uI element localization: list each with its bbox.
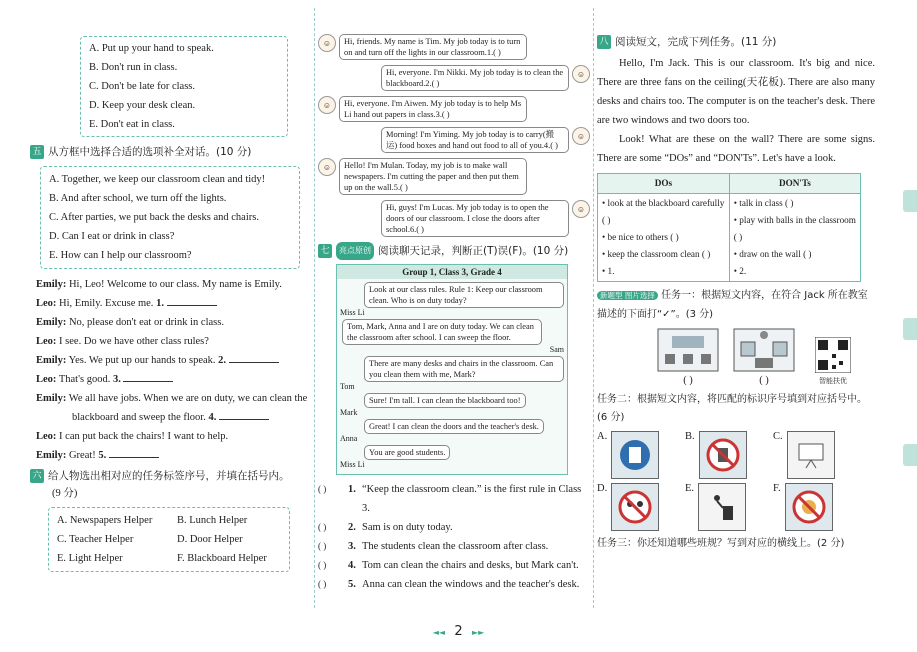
section-title: 阅读聊天记录，判断正(T)误(F)。(10 分) xyxy=(378,245,569,257)
section-5-heading xyxy=(30,143,310,161)
question-text: “Keep the classroom clean.” is the first rule in Class 3. xyxy=(362,484,582,514)
answer-blank[interactable] xyxy=(167,296,217,306)
child-avatar-icon: ☺ xyxy=(572,127,590,145)
prev-option: C. Don't be late for class. xyxy=(89,81,195,92)
sender-name: Miss Li xyxy=(340,460,365,469)
no-fighting-sign-icon xyxy=(611,483,659,531)
speaker-name: Leo: xyxy=(36,374,57,385)
option: D. Can I eat or drink in class? xyxy=(49,231,175,242)
chat-row xyxy=(318,200,590,237)
question-number: 5. xyxy=(348,579,356,590)
question-number: 3. xyxy=(348,541,356,552)
task2-text: 任务二：根据短文内容，将匹配的标识序号填到对应括号中。(6 分) xyxy=(597,394,867,423)
dialogue-line xyxy=(36,389,310,427)
dos-cell xyxy=(598,194,730,282)
prev-option: B. Don't run in class. xyxy=(89,62,178,73)
dialogue-line xyxy=(36,294,310,313)
donts-item: • 2. xyxy=(733,266,747,276)
task1-text: 任务一：根据短文内容，在符合 Jack 所在教室描述的下面打“✓”。(3 分) xyxy=(597,290,868,320)
prev-option: A. Put up your hand to speak. xyxy=(89,43,214,54)
left-column xyxy=(30,0,310,620)
side-tab[interactable] xyxy=(903,318,917,340)
sign-e xyxy=(685,483,773,531)
dos-item: • 1. xyxy=(602,266,615,276)
tf-question xyxy=(318,556,590,575)
answer-paren[interactable]: ( ) xyxy=(318,484,327,494)
blank-number: 1. xyxy=(156,298,164,309)
answer-blank[interactable] xyxy=(229,353,279,363)
group-chat-messages xyxy=(337,282,567,469)
choice-paren: ( ) xyxy=(683,375,693,386)
group-chat-title: Group 1, Class 3, Grade 4 xyxy=(337,265,567,279)
question-text: The students clean the classroom after class. xyxy=(362,541,549,552)
sender-name: Sam xyxy=(549,345,564,354)
group-chat xyxy=(336,264,568,475)
sender-name: Miss Li xyxy=(340,308,365,317)
group-message xyxy=(340,419,564,443)
qr-label: 智能扶优 xyxy=(819,377,847,385)
dialogue-text: Hi, Emily. Excuse me. xyxy=(59,298,154,309)
picture-choice-2[interactable] xyxy=(733,328,795,386)
new-type-tag: 新题型 图片选择 xyxy=(597,291,658,300)
sign-label: E. xyxy=(685,483,695,494)
helper-option: C. Teacher Helper xyxy=(57,534,134,545)
tf-question xyxy=(318,518,590,537)
option: A. Together, we keep our classroom clean and tidy! xyxy=(49,174,266,185)
group-message xyxy=(340,445,564,469)
classroom-picture-icon xyxy=(733,328,795,372)
helper-option: D. Door Helper xyxy=(177,534,243,545)
dialogue-text: Yes. We put up our hands to speak. xyxy=(68,355,216,366)
answer-paren[interactable]: ( ) xyxy=(318,560,327,570)
helper-option: B. Lunch Helper xyxy=(177,515,248,526)
dialogue-text: I can put back the chairs! I want to help. xyxy=(59,431,229,442)
prev-options-box xyxy=(80,36,288,137)
speaker-name: Leo: xyxy=(36,336,57,347)
helper-chat-list xyxy=(318,34,590,237)
section-6-heading xyxy=(30,467,310,485)
dos-item: • keep the classroom clean ( ) xyxy=(602,249,711,259)
donts-cell xyxy=(729,194,860,282)
blank-number: 3. xyxy=(112,374,121,385)
section-number-icon: 六 xyxy=(30,469,44,483)
trash-bin-sign-icon xyxy=(698,483,746,531)
donts-item: • draw on the wall ( ) xyxy=(733,249,812,259)
question-number: 4. xyxy=(348,560,356,571)
chat-row xyxy=(318,127,590,153)
answer-paren[interactable]: ( ) xyxy=(318,522,327,532)
chat-row xyxy=(318,65,590,91)
donts-item: • play with balls in the classroom ( ) xyxy=(733,215,856,242)
dos-item: • be nice to others ( ) xyxy=(602,232,679,242)
sign-d xyxy=(597,483,685,531)
dialogue-text: Great! xyxy=(68,450,96,461)
sender-name: Tom xyxy=(340,382,355,391)
dialogue-line xyxy=(36,332,310,351)
sign-label: F. xyxy=(773,483,781,494)
chat-row xyxy=(318,34,590,60)
classroom-picture-icon xyxy=(657,328,719,372)
true-false-list xyxy=(318,480,590,594)
passage-paragraph: Look! What are these on the wall? There are some signs. There are some “DOs” and “DON'Ts”. Let's have a look. xyxy=(597,134,875,164)
option: B. And after school, we turn off the lights. xyxy=(49,193,227,204)
sign-label: A. xyxy=(597,431,608,442)
dialogue-line xyxy=(36,446,310,465)
option: C. After parties, we put back the desks and chairs. xyxy=(49,212,259,223)
speaker-name: Emily: xyxy=(36,355,67,366)
group-message xyxy=(340,319,564,354)
sign-b xyxy=(685,431,773,479)
question-number: 1. xyxy=(348,484,356,495)
speaker-name: Leo: xyxy=(36,298,57,309)
group-message xyxy=(340,356,564,391)
dos-donts-table xyxy=(597,173,861,282)
prev-page-arrows[interactable]: ◄◄ xyxy=(432,628,446,637)
signs-grid xyxy=(597,431,875,531)
section-7-heading xyxy=(318,242,590,260)
donts-item: • talk in class ( ) xyxy=(733,198,794,208)
option: E. How can I help our classroom? xyxy=(49,250,192,261)
dialogue-text: That's good. xyxy=(58,374,111,385)
tf-question xyxy=(318,537,590,556)
prev-option: D. Keep your desk clean. xyxy=(89,100,196,111)
section-number-icon: 五 xyxy=(30,145,44,159)
highlight-tag: 亮点原创 xyxy=(336,242,374,260)
question-text: Tom can clean the chairs and desks, but Mark can't. xyxy=(362,560,579,571)
question-text: Anna can clean the windows and the teacher's desk. xyxy=(362,579,580,590)
chat-bubble: Hello! I'm Mulan. Today, my job is to make wall newspapers. I'm cutting the paper and then put them up on the wall.5.( ) xyxy=(339,158,527,195)
blank-number: 2. xyxy=(218,355,227,366)
dialogue-line xyxy=(36,427,310,446)
prev-option: E. Don't eat in class. xyxy=(89,119,175,130)
speaker-name: Emily: xyxy=(36,279,67,290)
qr-block xyxy=(815,337,851,386)
child-avatar-icon: ☺ xyxy=(318,34,336,52)
side-tab[interactable] xyxy=(903,190,917,212)
whiteboard-sign-icon xyxy=(787,431,835,479)
answer-blank[interactable] xyxy=(109,448,159,458)
page-number: 2 xyxy=(454,624,463,639)
sec5-options-box xyxy=(40,166,300,269)
blank-number: 5. xyxy=(98,450,107,461)
dialogue-text: We all have jobs. When we are on duty, we can clean the blackboard and sweep the floor. xyxy=(68,393,308,423)
question-text: Sam is on duty today. xyxy=(362,522,453,533)
dialogue-line xyxy=(36,370,310,389)
helper-option: E. Light Helper xyxy=(57,553,123,564)
picture-choice-1[interactable] xyxy=(657,328,719,386)
choice-paren: ( ) xyxy=(759,375,769,386)
section-title: 阅读短文，完成下列任务。(11 分) xyxy=(615,36,777,48)
dialogue-line xyxy=(36,351,310,370)
chat-bubble: Hi, everyone. I'm Nikki. My job today is to clean the blackboard.2.( ) xyxy=(381,65,569,91)
chat-row xyxy=(318,158,590,195)
child-avatar-icon: ☺ xyxy=(318,96,336,114)
next-page-arrows[interactable]: ►► xyxy=(471,628,485,637)
helper-option: F. Blackboard Helper xyxy=(177,553,267,564)
answer-paren[interactable]: ( ) xyxy=(318,541,327,551)
classroom-pictures xyxy=(657,328,875,386)
sign-label: D. xyxy=(597,483,608,494)
section-score: (9 分) xyxy=(52,488,78,499)
side-tab[interactable] xyxy=(903,444,917,466)
section-8-heading xyxy=(597,33,875,51)
no-ball-sign-icon xyxy=(785,483,833,531)
section-title: 从方框中选择合适的选项补全对话。(10 分) xyxy=(48,146,252,158)
middle-column xyxy=(318,0,590,620)
chat-row xyxy=(318,96,590,122)
child-avatar-icon: ☺ xyxy=(572,65,590,83)
tf-question xyxy=(318,575,590,594)
chat-bubble: Morning! I'm Yiming. My job today is to carry(搬运) food boxes and hand out food to all of you.4.( ) xyxy=(381,127,569,153)
dialogue-text: No, please don't eat or drink in class. xyxy=(68,317,224,328)
section-number-icon: 八 xyxy=(597,35,611,49)
sec6-options-box xyxy=(48,507,290,572)
right-column xyxy=(597,0,875,620)
sign-f xyxy=(773,483,861,531)
section-title: 给人物选出相对应的任务标签序号，并填在括号内。 xyxy=(48,470,290,482)
dialogue xyxy=(30,275,310,465)
dialogue-text: I see. Do we have other class rules? xyxy=(59,336,209,347)
sign-label: B. xyxy=(685,431,695,442)
speaker-name: Emily: xyxy=(36,317,67,328)
speaker-name: Emily: xyxy=(36,393,67,404)
column-divider xyxy=(593,8,594,608)
qr-code-icon xyxy=(815,337,851,373)
child-avatar-icon: ☺ xyxy=(318,158,336,176)
group-chat-bubble: Tom, Mark, Anna and I are on duty today. We can clean the classroom after school. I can sweep the floor. xyxy=(342,319,542,345)
sign-c xyxy=(773,431,861,479)
sender-name: Anna xyxy=(340,434,358,443)
section-number-icon: 七 xyxy=(318,244,332,258)
chat-bubble: Hi, guys! I'm Lucas. My job today is to open the doors of our classroom. I close the doors after school.6.( ) xyxy=(381,200,569,237)
chat-bubble: Hi, friends. My name is Tim. My job today is to turn on and turn off the lights in our classroom.1.( ) xyxy=(339,34,527,60)
no-touch-fan-sign-icon xyxy=(699,431,747,479)
task1 xyxy=(597,286,875,324)
sender-name: Mark xyxy=(340,408,358,417)
column-divider xyxy=(314,8,315,608)
answer-paren[interactable]: ( ) xyxy=(318,579,327,589)
donts-header: DON'Ts xyxy=(729,174,860,194)
question-number: 2. xyxy=(348,522,356,533)
group-message xyxy=(340,393,564,417)
helper-option: A. Newspapers Helper xyxy=(57,515,153,526)
chat-bubble: Hi, everyone. I'm Aiwen. My job today is to help Ms Li hand out papers in class.3.( ) xyxy=(339,96,527,122)
speaker-name: Leo: xyxy=(36,431,57,442)
blank-number: 4. xyxy=(208,412,217,423)
tf-question xyxy=(318,480,590,518)
page-footer xyxy=(0,624,917,639)
dos-item: • look at the blackboard carefully ( ) xyxy=(602,198,725,225)
task3-text: 任务三：你还知道哪些班规？写到对应的横线上。(2 分) xyxy=(597,538,845,549)
sign-label: C. xyxy=(773,431,783,442)
group-chat-bubble: There are many desks and chairs in the classroom. Can you clean them with me, Mark? xyxy=(364,356,564,382)
wave-hello-sign-icon xyxy=(611,431,659,479)
group-chat-bubble: Great! I can clean the doors and the teacher's desk. xyxy=(364,419,544,434)
dos-header: DOs xyxy=(598,174,730,194)
passage-paragraph: Hello, I'm Jack. This is our classroom. It's big and nice. There are three fans on the ceiling(天花板). There are also many desks and chairs too. The computer is on the teacher's desk. There are two windows and two doors too. xyxy=(597,58,875,126)
sign-a xyxy=(597,431,685,479)
child-avatar-icon: ☺ xyxy=(572,200,590,218)
speaker-name: Emily: xyxy=(36,450,67,461)
group-chat-bubble: Look at our class rules. Rule 1: Keep our classroom clean. Who is on duty today? xyxy=(364,282,564,308)
answer-blank[interactable] xyxy=(123,372,173,382)
dialogue-text: Hi, Leo! Welcome to our class. My name is Emily. xyxy=(68,279,282,290)
group-message xyxy=(340,282,564,317)
answer-blank[interactable] xyxy=(219,410,269,420)
group-chat-bubble: You are good students. xyxy=(364,445,450,460)
dialogue-line xyxy=(36,313,310,332)
group-chat-bubble: Sure! I'm tall. I can clean the blackboard too! xyxy=(364,393,526,408)
dialogue-line xyxy=(36,275,310,294)
